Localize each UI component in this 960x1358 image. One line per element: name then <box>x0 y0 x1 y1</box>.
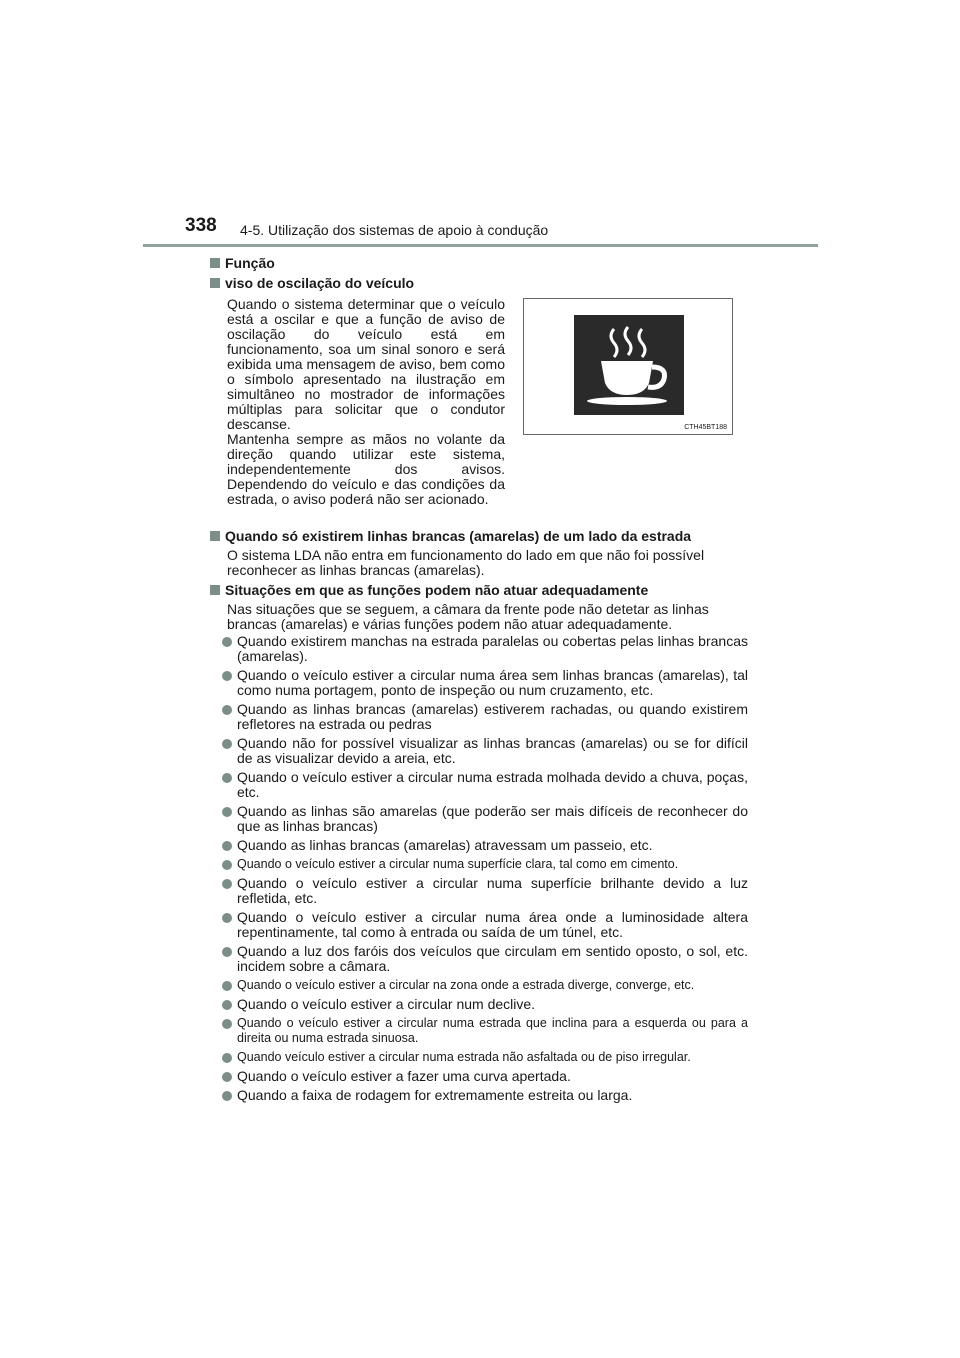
list-item <box>222 910 748 940</box>
list-item-text: Quando existirem manchas na estrada paralelas ou cobertas pelas linhas brancas (amarelas). <box>237 633 748 664</box>
list-item-text: Quando o veículo estiver a circular numa área sem linhas brancas (amarelas), tal como numa portagem, ponto de inspeção ou num cruzamento, etc. <box>237 667 748 698</box>
list-item <box>222 997 748 1012</box>
list-item-text: Quando o veículo estiver a circular numa estrada que inclina para a esquerda ou para a direita ou numa estrada sinuosa. <box>237 1016 748 1045</box>
list-item-text: Quando o veículo estiver a circular numa superfície clara, tal como em cimento. <box>237 857 679 871</box>
list-item-text: Quando o veículo estiver a circular num declive. <box>237 996 536 1012</box>
list-item <box>222 838 748 853</box>
list-item <box>222 857 748 872</box>
square-bullet-icon <box>210 278 220 288</box>
header-divider <box>143 244 818 247</box>
aviso-body-2: Mantenha sempre as mãos no volante da direção quando utilizar este sistema, independentemente dos avisos. Dependendo do veículo e das condições da estrada, o aviso poderá não ser acionado. <box>227 431 505 507</box>
heading-aviso <box>210 275 414 292</box>
list-item-text: Quando as linhas são amarelas (que poderão ser mais difíceis de reconhecer do que as linhas brancas) <box>237 803 748 834</box>
list-item <box>222 770 748 800</box>
round-bullet-icon <box>222 1072 232 1082</box>
list-item <box>222 634 748 664</box>
round-bullet-icon <box>222 860 232 870</box>
aviso-body: Quando o sistema determinar que o veículo está a oscilar e que a função de aviso de oscilação do veículo está em funcionamento, soa um sinal sonoro e será exibida uma mensagem de aviso, bem como o símbolo apresentado na ilustração em simultâneo no mostrador de informações múltiplas para solicitar que o condutor descanse. <box>227 296 505 432</box>
round-bullet-icon <box>222 841 232 851</box>
list-item-text: Quando não for possível visualizar as linhas brancas (amarelas) ou se for difícil de as visualizar devido a areia, etc. <box>237 735 748 766</box>
round-bullet-icon <box>222 1000 232 1010</box>
list-item <box>222 1016 748 1046</box>
situations-body: Nas situações que se seguem, a câmara da frente pode não detetar as linhas brancas (amarelas) e várias funções podem não atuar adequadamente. <box>227 601 709 632</box>
list-item <box>222 1050 748 1065</box>
list-item-text: Quando a faixa de rodagem for extremamente estreita ou larga. <box>237 1087 633 1103</box>
one-side-body: O sistema LDA não entra em funcionamento do lado em que não foi possível reconhecer as linhas brancas (amarelas). <box>227 547 705 578</box>
list-item <box>222 978 748 993</box>
round-bullet-icon <box>222 705 232 715</box>
heading-aviso-text: viso de oscilação do veículo <box>225 275 415 291</box>
warning-illustration <box>523 298 733 435</box>
list-item-text: Quando a luz dos faróis dos veículos que circulam em sentido oposto, o sol, etc. incidem sobre a câmara. <box>237 943 748 974</box>
figure-code: CTH45BT188 <box>684 424 727 431</box>
round-bullet-icon <box>222 671 232 681</box>
heading-situations <box>210 582 648 599</box>
page-number: 338 <box>185 215 217 236</box>
list-item-text: Quando o veículo estiver a circular numa estrada molhada devido a chuva, poças, etc. <box>237 769 748 800</box>
list-item <box>222 1088 748 1103</box>
list-item <box>222 736 748 766</box>
round-bullet-icon <box>222 807 232 817</box>
list-item-text: Quando as linhas brancas (amarelas) estiverem rachadas, ou quando existirem refletores na estrada ou pedras <box>237 701 748 732</box>
square-bullet-icon <box>210 258 220 268</box>
square-bullet-icon <box>210 585 220 595</box>
round-bullet-icon <box>222 1091 232 1101</box>
situations-list <box>222 634 748 1107</box>
list-item-text: Quando o veículo estiver a circular numa área onde a luminosidade altera repentinamente, tal como à entrada ou saída de um túnel, etc. <box>237 909 748 940</box>
list-item <box>222 804 748 834</box>
round-bullet-icon <box>222 981 232 991</box>
list-item-text: Quando o veículo estiver a circular na zona onde a estrada diverge, converge, etc. <box>237 978 695 992</box>
heading-one-side <box>210 528 691 545</box>
square-bullet-icon <box>210 531 220 541</box>
round-bullet-icon <box>222 637 232 647</box>
list-item <box>222 1069 748 1084</box>
round-bullet-icon <box>222 739 232 749</box>
round-bullet-icon <box>222 879 232 889</box>
coffee-cup-icon <box>574 315 684 415</box>
round-bullet-icon <box>222 947 232 957</box>
list-item <box>222 944 748 974</box>
heading-funcao-text: Função <box>225 255 275 271</box>
list-item-text: Quando o veículo estiver a circular numa superfície brilhante devido a luz refletida, etc. <box>237 875 748 906</box>
round-bullet-icon <box>222 1019 232 1029</box>
list-item-text: Quando as linhas brancas (amarelas) atravessam um passeio, etc. <box>237 837 653 853</box>
list-item-text: Quando veículo estiver a circular numa estrada não asfaltada ou de piso irregular. <box>237 1050 691 1064</box>
section-title: 4-5. Utilização dos sistemas de apoio à condução <box>240 222 549 238</box>
list-item-text: Quando o veículo estiver a fazer uma curva apertada. <box>237 1068 571 1084</box>
list-item <box>222 668 748 698</box>
list-item <box>222 876 748 906</box>
heading-situations-text: Situações em que as funções podem não atuar adequadamente <box>225 582 649 598</box>
round-bullet-icon <box>222 773 232 783</box>
heading-one-side-text: Quando só existirem linhas brancas (amarelas) de um lado da estrada <box>225 528 692 544</box>
round-bullet-icon <box>222 1053 232 1063</box>
heading-funcao <box>210 255 275 272</box>
list-item <box>222 702 748 732</box>
round-bullet-icon <box>222 913 232 923</box>
